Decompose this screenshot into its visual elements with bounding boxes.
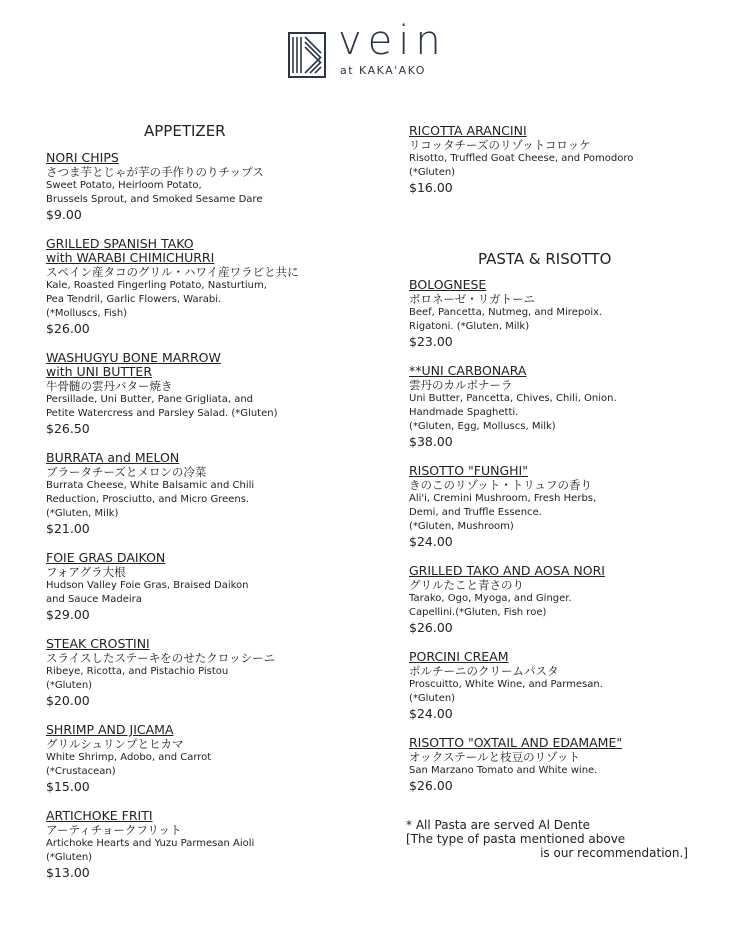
item-description: (*Molluscs, Fish) (46, 308, 128, 319)
note-line-2: [The type of pasta mentioned above (406, 832, 626, 846)
pasta-list (409, 278, 709, 808)
note-line-1: * All Pasta are served Al Dente (406, 818, 591, 832)
menu-item (409, 464, 709, 550)
item-japanese-name: スペイン産タコのグリル・ハワイ産ワラビと共に (46, 265, 299, 279)
menu-item (46, 551, 386, 623)
menu-item (409, 124, 709, 196)
item-description: (*Gluten, Mushroom) (409, 521, 514, 532)
item-name: GRILLED TAKO AND AOSA NORI (409, 563, 605, 578)
note-line-3: is our recommendation.] (540, 846, 688, 860)
item-name: NORI CHIPS (46, 150, 119, 165)
arancini-block (409, 124, 709, 210)
item-description: Pea Tendril, Garlic Flowers, Warabi. (46, 294, 222, 305)
item-price: $20.00 (46, 693, 90, 708)
menu-item (409, 736, 709, 794)
item-price: $24.00 (409, 706, 453, 721)
item-name: with UNI BUTTER (46, 364, 153, 379)
appetizer-title: APPETIZER (144, 122, 226, 140)
item-description: Demi, and Truffle Essence. (409, 507, 542, 518)
item-price: $26.00 (46, 321, 90, 336)
item-japanese-name: グリルたこと青さのり (409, 578, 524, 592)
item-japanese-name: ポルチーニのクリームパスタ (409, 664, 559, 678)
item-price: $26.00 (409, 778, 453, 793)
menu-item (409, 564, 709, 636)
item-name: RISOTTO "FUNGHI" (409, 463, 528, 478)
item-price: $15.00 (46, 779, 90, 794)
item-description: Rigatoni. (*Gluten, Milk) (409, 321, 530, 332)
item-description: and Sauce Madeira (46, 594, 142, 605)
item-description: Tarako, Ogo, Myoga, and Ginger. (409, 593, 572, 604)
pasta-title: PASTA & RISOTTO (478, 250, 612, 268)
menu-item (46, 637, 386, 709)
item-description: Beef, Pancetta, Nutmeg, and Mirepoix. (409, 307, 603, 318)
item-japanese-name: さつま芋とじゃが芋の手作りのりチップス (46, 165, 264, 179)
item-name: WASHUGYU BONE MARROW (46, 350, 221, 365)
logo-mark-icon (288, 32, 326, 78)
item-description: Sweet Potato, Heirloom Potato, (46, 180, 202, 191)
item-description: (*Crustacean) (46, 766, 116, 777)
item-name: **UNI CARBONARA (409, 363, 527, 378)
item-description: Proscuitto, White Wine, and Parmesan. (409, 679, 603, 690)
menu-item (46, 451, 386, 537)
item-japanese-name: アーティチョークフリット (46, 823, 182, 837)
item-japanese-name: 雲丹のカルボナーラ (409, 378, 513, 392)
item-description: Artichoke Hearts and Yuzu Parmesan Aioli (46, 838, 255, 849)
item-name: FOIE GRAS DAIKON (46, 550, 166, 565)
brand-subtitle: at KAKA'AKO (340, 64, 426, 77)
item-japanese-name: リコッタチーズのリゾットコロッケ (409, 138, 591, 152)
item-description: Capellini.(*Gluten, Fish roe) (409, 607, 547, 618)
item-price: $26.00 (409, 620, 453, 635)
item-price: $16.00 (409, 180, 453, 195)
menu-item (46, 351, 386, 437)
item-description: Ali'i, Cremini Mushroom, Fresh Herbs, (409, 493, 597, 504)
menu-item (46, 237, 386, 337)
item-price: $9.00 (46, 207, 82, 222)
item-price: $26.50 (46, 421, 90, 436)
item-description: Persillade, Uni Butter, Pane Grigliata, and (46, 394, 254, 405)
menu-item (46, 809, 386, 881)
item-description: White Shrimp, Adobo, and Carrot (46, 752, 212, 763)
item-japanese-name: きのこのリゾット・トリュフの香り (409, 478, 592, 492)
item-description: (*Gluten) (46, 852, 93, 863)
item-description: San Marzano Tomato and White wine. (409, 765, 598, 776)
item-description: Risotto, Truffled Goat Cheese, and Pomodoro (409, 153, 634, 164)
item-price: $29.00 (46, 607, 90, 622)
item-price: $21.00 (46, 521, 90, 536)
item-name: PORCINI CREAM (409, 649, 509, 664)
item-name: SHRIMP AND JICAMA (46, 722, 174, 737)
brand-name: vein (338, 18, 447, 64)
item-description: Reduction, Prosciutto, and Micro Greens. (46, 494, 250, 505)
item-description: Burrata Cheese, White Balsamic and Chili (46, 480, 255, 491)
item-description: Petite Watercress and Parsley Salad. (*Gluten) (46, 408, 278, 419)
item-description: (*Gluten) (409, 167, 456, 178)
item-description: Ribeye, Ricotta, and Pistachio Pistou (46, 666, 229, 677)
menu-item (409, 278, 709, 350)
item-description: (*Gluten) (409, 693, 456, 704)
item-japanese-name: フォアグラ大根 (46, 565, 126, 579)
logo (288, 18, 458, 82)
item-description: Handmade Spaghetti. (409, 407, 519, 418)
item-description: Brussels Sprout, and Smoked Sesame Dare (46, 194, 263, 205)
item-description: (*Gluten, Milk) (46, 508, 119, 519)
menu-item (46, 151, 386, 223)
item-japanese-name: 牛骨髄の雲丹バター焼き (46, 379, 173, 393)
item-price: $23.00 (409, 334, 453, 349)
item-description: (*Gluten, Egg, Molluscs, Milk) (409, 421, 556, 432)
item-description: Kale, Roasted Fingerling Potato, Nasturtium, (46, 280, 267, 291)
item-description: Uni Butter, Pancetta, Chives, Chili, Onion. (409, 393, 617, 404)
pasta-note (406, 818, 688, 860)
item-name: STEAK CROSTINI (46, 636, 150, 651)
item-name: with WARABI CHIMICHURRI (46, 250, 215, 265)
menu-item (409, 650, 709, 722)
item-japanese-name: スライスしたステーキをのせたクロッシーニ (46, 651, 276, 665)
item-japanese-name: ブラータチーズとメロンの冷菜 (46, 465, 207, 479)
item-name: RICOTTA ARANCINI (409, 123, 527, 138)
menu-item (409, 364, 709, 450)
item-description: (*Gluten) (46, 680, 93, 691)
item-name: BURRATA and MELON (46, 450, 180, 465)
item-name: ARTICHOKE FRITI (46, 808, 153, 823)
item-japanese-name: グリルシュリンプとヒカマ (46, 737, 184, 751)
item-price: $24.00 (409, 534, 453, 549)
item-description: Hudson Valley Foie Gras, Braised Daikon (46, 580, 249, 591)
item-name: BOLOGNESE (409, 277, 487, 292)
appetizer-list (46, 151, 386, 895)
item-name: GRILLED SPANISH TAKO (46, 236, 194, 251)
item-name: RISOTTO "OXTAIL AND EDAMAME" (409, 735, 623, 750)
item-price: $38.00 (409, 434, 453, 449)
item-japanese-name: オックステールと枝豆のリゾット (409, 750, 580, 764)
menu-item (46, 723, 386, 795)
item-japanese-name: ボロネーゼ・リガトーニ (409, 292, 536, 306)
item-price: $13.00 (46, 865, 90, 880)
